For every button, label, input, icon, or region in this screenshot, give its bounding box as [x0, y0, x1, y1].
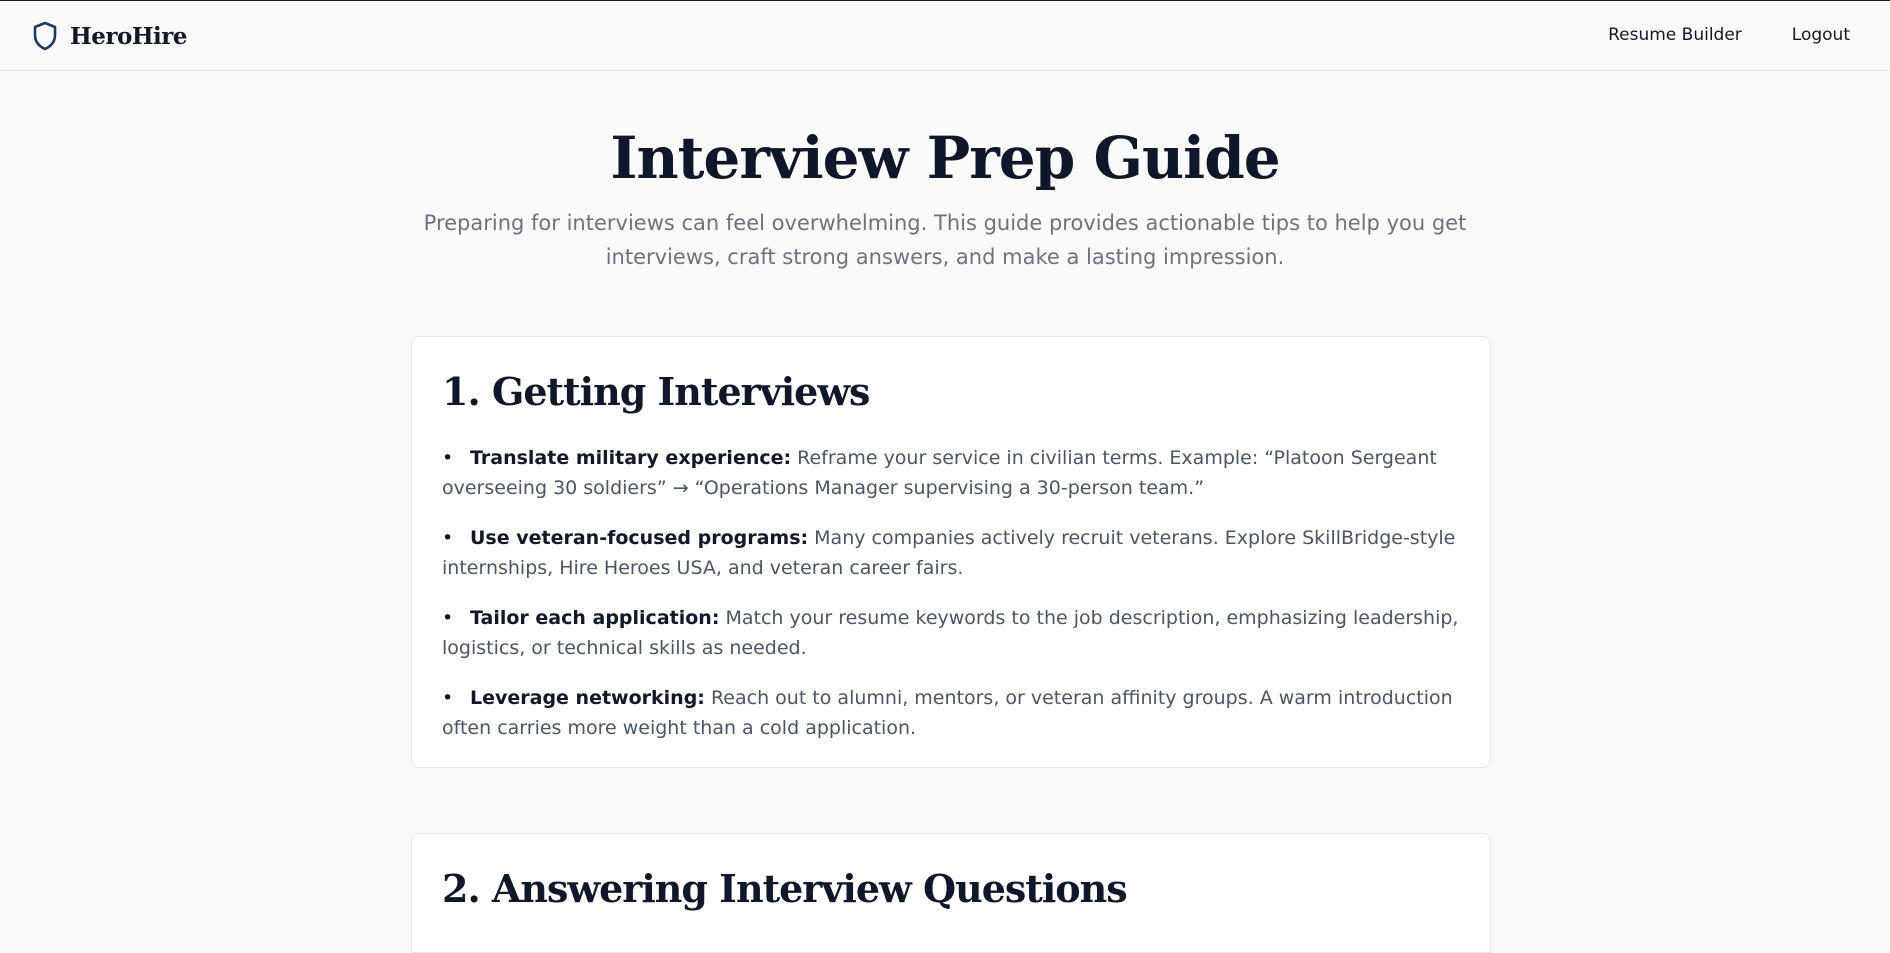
list-item [442, 683, 1460, 743]
hero-section [0, 118, 1890, 274]
bullet-icon: • [442, 447, 454, 469]
tip-label: Leverage networking: [470, 687, 705, 709]
bullet-icon: • [442, 607, 454, 629]
section-title: 2. Answering Interview Questions [442, 866, 1127, 911]
shield-icon [32, 21, 58, 51]
tip-text: Reframe your service in civilian terms. Example: “Platoon Sergeant overseeing 30 soldiers” → “Operations Manager supervising a 30-person team.” [442, 447, 1437, 499]
section-card-getting-interviews [411, 336, 1491, 768]
tips-list [442, 443, 1460, 743]
tip-label: Translate military experience: [470, 447, 792, 469]
tip-label: Tailor each application: [470, 607, 720, 629]
bullet-icon: • [442, 687, 454, 709]
tip-text: Reach out to alumni, mentors, or veteran affinity groups. A warm introduction often carries more weight than a cold application. [442, 687, 1453, 739]
top-navbar [0, 0, 1890, 71]
list-item [442, 603, 1460, 663]
section-title: 1. Getting Interviews [442, 369, 870, 414]
page-title: Interview Prep Guide [610, 124, 1280, 192]
list-item [442, 443, 1460, 503]
section-card-answering-questions [411, 833, 1491, 953]
nav-logout-link[interactable]: Logout [1791, 25, 1850, 45]
nav-resume-builder-link[interactable]: Resume Builder [1608, 25, 1742, 45]
main-nav [1608, 25, 1850, 45]
tip-text: Many companies actively recruit veterans. Explore SkillBridge-style internships, Hire Heroes USA, and veteran career fairs. [442, 527, 1456, 579]
page-subtitle: Preparing for interviews can feel overwhelming. This guide provides actionable tips to help you get interviews, craft strong answers, and make a lasting impression. [423, 211, 1467, 269]
brand-logo-link[interactable] [32, 21, 187, 51]
tip-text: Match your resume keywords to the job description, emphasizing leadership, logistics, or technical skills as needed. [442, 607, 1459, 659]
tip-label: Use veteran-focused programs: [470, 527, 809, 549]
list-item [442, 523, 1460, 583]
bullet-icon: • [442, 527, 454, 549]
brand-name: HeroHire [70, 22, 188, 50]
